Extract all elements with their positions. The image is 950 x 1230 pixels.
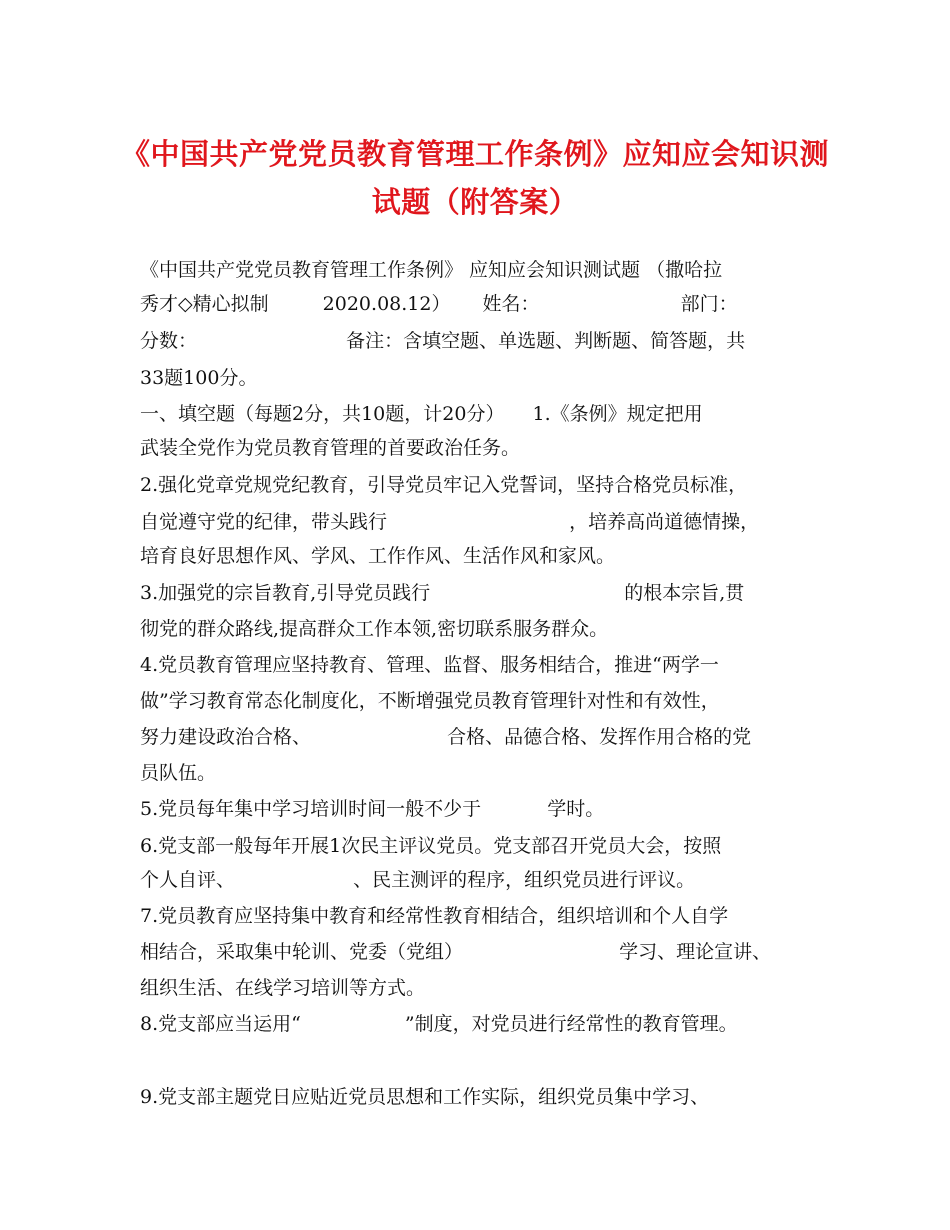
intro-line-2 [140,287,738,321]
question-4-cont: 做”学习教育常态化制度化，不断增强党员教育管理针对性和有效性， [140,690,720,712]
question-4-cont-2: 努力建设政治合格、 合格、品德合格、发挥作用合格的党 [140,720,751,754]
blank: ，培养高尚道德情操， [569,511,760,533]
section-1-heading-line [140,397,703,431]
question-7: 7.党员教育应坚持集中教育和经常性教育相结合，组织培训和个人自学 [140,905,729,927]
blank: 合格、品德合格、发挥作用合格的党 [447,726,752,748]
intro-line-1: 《中国共产党党员教育管理工作条例》 应知应会知识测试题 （撒哈拉 [140,259,723,281]
document-title-line-2: 试题（附答案） [371,185,579,219]
document-title-line-1: 《中国共产党党员教育管理工作条例》应知应会知识测 [120,137,829,171]
question-5: 5.党员每年集中学习培训时间一般不少于 学时。 [140,792,604,826]
question-1: 1.《条例》规定把用 [532,403,703,425]
question-6: 6.党支部一般每年开展1次民主评议党员。党支部召开党员大会，按照 [140,835,722,857]
blank: ”制度，对党员进行经常性的教育管理。 [404,1013,738,1035]
author-note: 秀才◇精心拟制 [140,293,269,315]
question-6-cont: 个人自评、 、民主测评的程序，组织党员进行评议。 [140,863,695,897]
blank: 学习、理论宣讲、 [619,941,772,963]
score-label: 分数： [140,330,198,352]
question-2-cont: 自觉遵守党的纪律，带头践行 ，培养高尚道德情操， [140,505,759,539]
section-heading: 一、填空题（每题2分，共10题，计20分） [140,403,505,425]
question-2-cont-2: 培育良好思想作风、学风、工作作风、生活作风和家风。 [140,545,616,567]
question-2: 2.强化党章党规党纪教育，引导党员牢记入党誓词，坚持合格党员标准， [140,474,748,496]
name-label: 姓名： [482,293,540,315]
remark-text: 备注：含填空题、单选题、判断题、简答题，共 [346,330,746,352]
question-1-cont: 武装全党作为党员教育管理的首要政治任务。 [140,437,521,459]
question-7-cont: 相结合，采取集中轮训、党委（党组） 学习、理论宣讲、 [140,935,771,969]
question-3: 3.加强党的宗旨教育,引导党员践行 的根本宗旨,贯 [140,576,744,610]
question-8: 8.党支部应当运用“ ”制度，对党员进行经常性的教育管理。 [140,1007,738,1041]
intro-line-3 [140,324,745,358]
date-text: 2020.08.12） [322,293,451,315]
question-4: 4.党员教育管理应坚持教育、管理、监督、服务相结合，推进“两学一 [140,654,719,676]
question-9: 9.党支部主题党日应贴近党员思想和工作实际，组织党员集中学习、 [140,1086,710,1108]
question-3-cont: 彻党的群众路线,提高群众工作本领,密切联系服务群众。 [140,618,609,640]
department-label: 部门： [680,293,738,315]
question-7-cont-2: 组织生活、在线学习培训等方式。 [140,977,426,999]
intro-line-4: 33题100分。 [140,367,258,389]
blank: 的根本宗旨,贯 [624,582,745,604]
question-4-cont-3: 员队伍。 [140,762,217,784]
blank: 学时。 [547,798,605,820]
blank: 、民主测评的程序，组织党员进行评议。 [353,869,696,891]
